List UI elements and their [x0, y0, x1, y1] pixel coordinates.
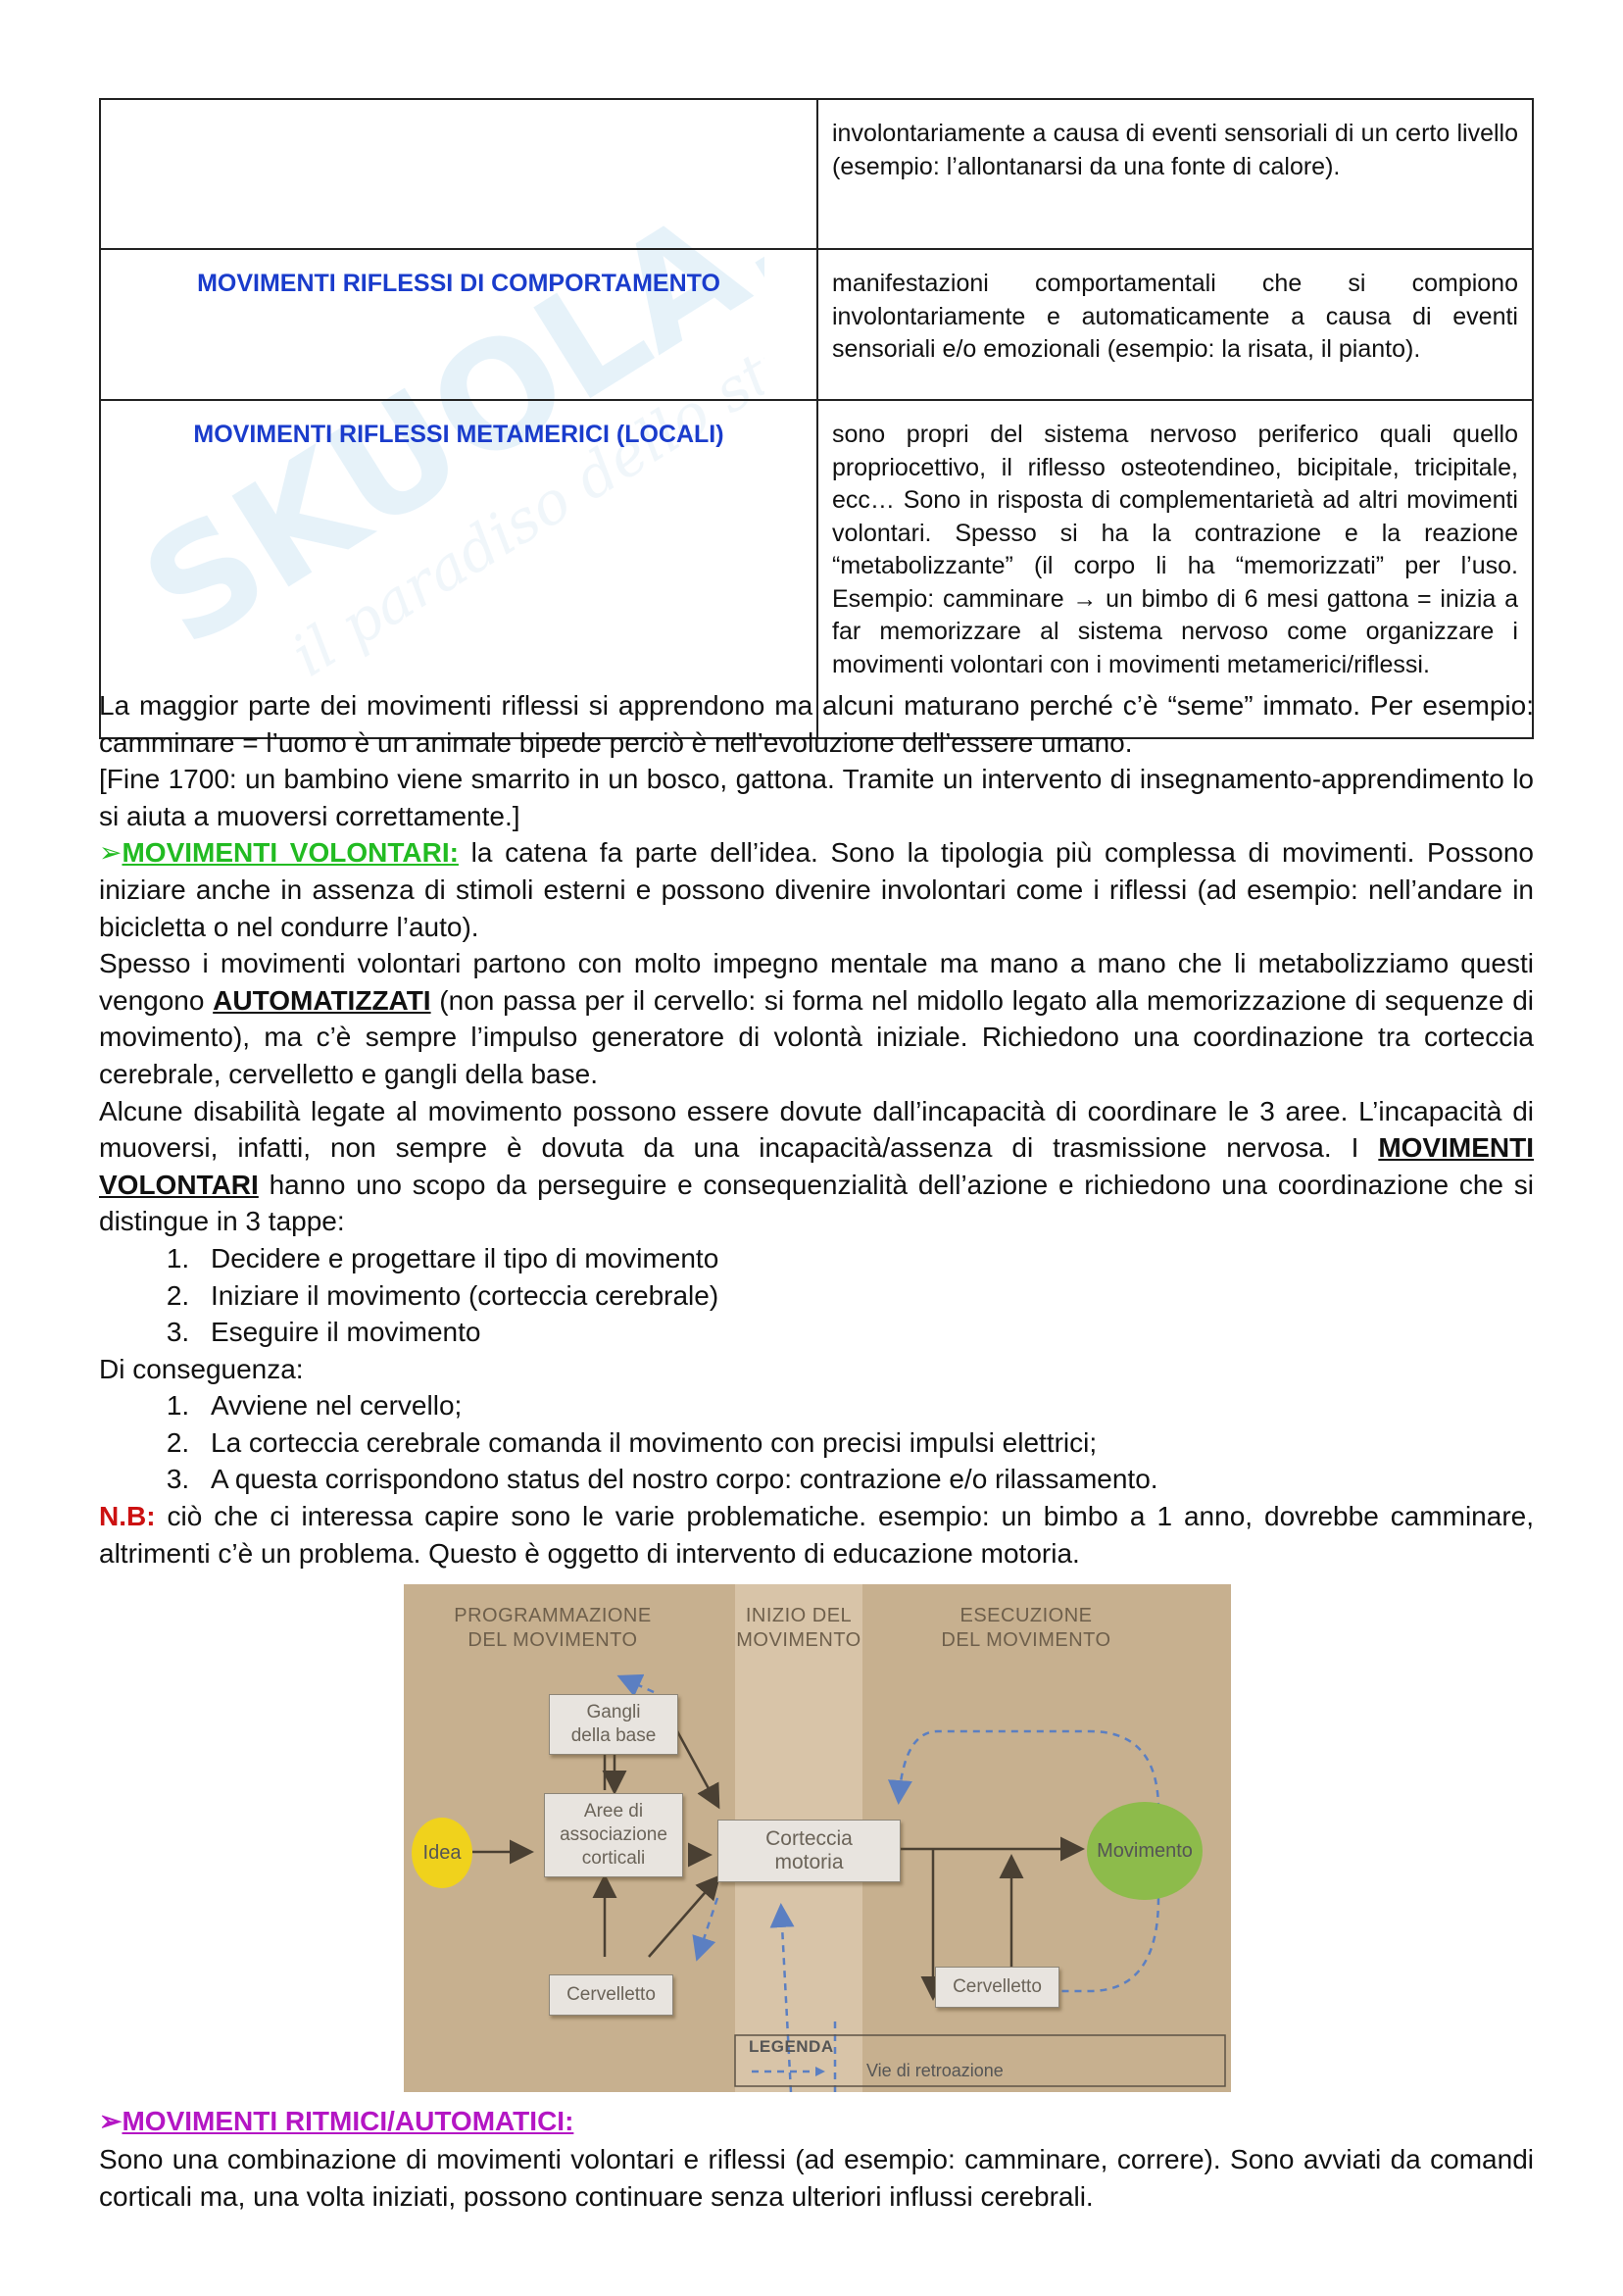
- description-cell: involontariamente a causa di eventi sensoriali di un certo livello (esempio: l’allontanarsi da una fonte di calore).: [817, 99, 1533, 249]
- legend-label: Vie di retroazione: [866, 2061, 1004, 2080]
- list-item: 3. A questa corrispondono status del nostro corpo: contrazione e/o rilassamento.: [197, 1461, 1534, 1498]
- section-heading-ritmici: [99, 2104, 573, 2139]
- cervelletto-box: Cervelletto: [549, 1974, 673, 2016]
- paragraph: La maggior parte dei movimenti riflessi si apprendono ma alcuni maturano perché c’è “seme” immato. Per esempio: camminare = l’uomo è un animale bipede perciò è nell’evoluzione dell’essere umano.: [99, 690, 1534, 758]
- paragraph-volontari: [99, 834, 1534, 945]
- feedback-movimento-to-corteccia: [899, 1731, 1158, 1810]
- body-text: [99, 687, 1534, 1572]
- paragraph-text: Alcune disabilità legate al movimento possono essere dovute dall’incapacità di coordinare le 3 aree. L’incapacità di muoversi, infatti, non sempre è dovuta da una incapacità/assenza di trasmissione nervosa. I: [99, 1095, 1534, 1164]
- list-item: 1. Decidere e progettare il tipo di movimento: [197, 1240, 1534, 1277]
- emphasis-text: MOVIMENTI VOLONTARI: [99, 1132, 1534, 1200]
- paragraph-text: Spesso i movimenti volontari partono con molto impegno mentale ma mano a mano che li metabolizziamo questi vengono: [99, 948, 1534, 1016]
- paragraph: Sono una combinazione di movimenti volontari e riflessi (ad esempio: camminare, correre). Sono avviati da comandi corticali ma, una volta iniziati, possono continuare senza ulteriori influssi cerebrali.: [99, 2144, 1534, 2212]
- cervelletto-box: Cervelletto: [935, 1967, 1059, 2008]
- feedback-to-cervelletto: [698, 1898, 717, 1957]
- paragraph: [99, 945, 1534, 1092]
- watermark-brand-text: SKUOLA.net: [116, 137, 764, 680]
- list-item: 2. La corteccia cerebrale comanda il movimento con precisi impulsi elettrici;: [197, 1424, 1534, 1462]
- feedback-to-gangli: [621, 1677, 654, 1692]
- movimento-node: Movimento: [1087, 1802, 1203, 1900]
- description-cell: sono propri del sistema nervoso periferico quali quello propriocettivo, il riflesso osteotendineo, bicipitale, tricipitale, ecc… Sono in risposta di complementarietà ad altri movimenti volontari. Spesso si ha la contrazione e la reazione “metabolizzante” (il corpo li ha “memorizzati” per l’uso. Esempio: camminare → un bimbo di 6 mesi gattona = inizia a far memorizzare al sistema nervoso come organizzare i movimenti volontari con i movimenti metamerici/riflessi.: [817, 400, 1533, 738]
- legend-title: LEGENDA: [749, 2037, 834, 2056]
- table-row: [100, 249, 1533, 400]
- paragraph-text: ciò che ci interessa capire sono le varie problematiche. esempio: un bimbo a 1 anno, dovrebbe camminare, altrimenti c’è un problema. Questo è oggetto di intervento di educazione motoria.: [99, 1501, 1534, 1569]
- paragraph: [99, 1093, 1534, 1240]
- section-heading: MOVIMENTI VOLONTARI:: [122, 837, 459, 869]
- list-item: 1. Avviene nel cervello;: [197, 1387, 1534, 1424]
- paragraph-text: (non passa per il cervello: si forma nel midollo legato alla memorizzazione di sequenze di movimento), ma c’è sempre l’impulso generatore di volontà iniziale. Richiedono una coordinazione tra corteccia cerebrale, cervelletto e gangli della base.: [99, 984, 1534, 1089]
- term-cell: MOVIMENTI RIFLESSI METAMERICI (LOCALI): [100, 400, 817, 738]
- steps-list: [99, 1240, 1534, 1351]
- column-label: ESECUZIONE DEL MOVIMENTO: [941, 1605, 1111, 1651]
- paragraph: Di conseguenza:: [99, 1353, 304, 1384]
- watermark-tagline-text: il paradiso dello studente: [280, 230, 764, 691]
- column-label: PROGRAMMAZIONE DEL MOVIMENTO: [454, 1605, 652, 1651]
- arrow-cervelletto-to-corteccia: [649, 1878, 717, 1957]
- corteccia-motoria-box: Corteccia motoria: [717, 1820, 901, 1882]
- paragraph: [Fine 1700: un bambino viene smarrito in un bosco, gattona. Tramite un intervento di insegnamento-apprendimento lo si aiuta a muoversi correttamente.]: [99, 764, 1534, 831]
- emphasis-text: AUTOMATIZZATI: [213, 984, 431, 1016]
- arrow-bullet-icon: ➢: [99, 837, 123, 869]
- nb-label: N.B:: [99, 1501, 156, 1532]
- idea-node: Idea: [412, 1818, 472, 1888]
- voluntary-movement-diagram: [404, 1584, 1231, 2092]
- list-item: 3. Eseguire il movimento: [197, 1314, 1534, 1351]
- reflex-definitions-table: [99, 98, 1534, 739]
- column-label: INIZIO DEL MOVIMENTO: [736, 1605, 861, 1651]
- list-item: 2. Iniziare il movimento (corteccia cerebrale): [197, 1277, 1534, 1315]
- paragraph-text: la catena fa parte dell’idea. Sono la tipologia più complessa di movimenti. Possono iniziare anche in assenza di stimoli esterni e possono divenire involontari come i riflessi (ad esempio: nell’andare in bicicletta o nel condurre l’auto).: [99, 837, 1534, 942]
- paragraph-nb: [99, 1498, 1534, 1572]
- term-cell: [100, 99, 817, 249]
- gangli-box: Gangli della base: [549, 1694, 678, 1755]
- aree-associazione-box: Aree di associazione corticali: [544, 1793, 683, 1877]
- section-heading: MOVIMENTI RITMICI/AUTOMATICI:: [122, 2106, 574, 2136]
- consequences-list: [99, 1387, 1534, 1498]
- paragraph-text: hanno uno scopo da perseguire e consequenzialità dell’azione e richiedono una coordinazione che si distingue in 3 tappe:: [99, 1169, 1534, 1237]
- term-cell: MOVIMENTI RIFLESSI DI COMPORTAMENTO: [100, 249, 817, 400]
- description-cell: manifestazioni comportamentali che si compiono involontariamente e automaticamente a causa di eventi sensoriali e/o emozionali (esempio: la risata, il pianto).: [817, 249, 1533, 400]
- arrow-bullet-icon: ➢: [99, 2106, 123, 2136]
- table-row: [100, 99, 1533, 249]
